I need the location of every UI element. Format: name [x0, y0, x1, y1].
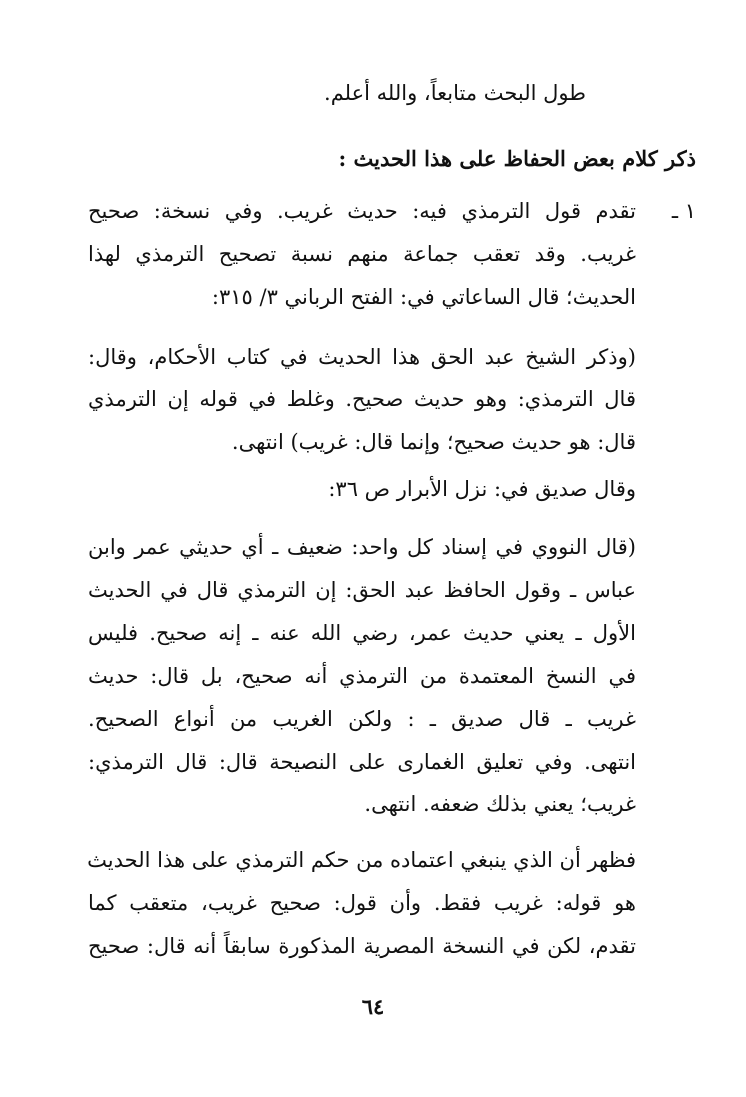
quote2-line: انتهى. وفي تعليق الغمارى على النصيحة قال: قال الترمذي: [88, 750, 636, 774]
quote2-line: الأول ـ يعني حديث عمر، رضي الله عنه ـ إنه صحيح. فليس [88, 621, 636, 645]
para3-line: فظهر أن الذي ينبغي اعتماده من حكم الترمذي على هذا الحديث [87, 848, 636, 872]
quote2-line: غريب ـ قال صديق ـ : ولكن الغريب من أنواع الصحيح. [88, 707, 636, 731]
quote2-line: غريب؛ يعني بذلك ضعفه. انتهى. [364, 792, 636, 816]
quote2-line: (قال النووي في إسناد كل واحد: ضعيف ـ أي حديثي عمر وابن [88, 535, 636, 559]
para3-line: تقدم، لكن في النسخة المصرية المذكورة سابقاً أنه قال: صحيح [88, 934, 636, 958]
quote1-line: (وذكر الشيخ عبد الحق هذا الحديث في كتاب الأحكام، وقال: [88, 345, 636, 369]
para2-line: وقال صديق في: نزل الأبرار ص ٣٦: [328, 477, 636, 501]
quote1-line: قال: هو حديث صحيح؛ وإنما قال: غريب) انتهى. [231, 430, 636, 454]
para1-line: تقدم قول الترمذي فيه: حديث غريب. وفي نسخة: صحيح [88, 199, 636, 223]
para3-line: هو قوله: غريب فقط. وأن قول: صحيح غريب، متعقب كما [88, 891, 636, 915]
page-number: ٦٤ [361, 994, 385, 1019]
para1-line: غريب. وقد تعقب جماعة منهم نسبة تصحيح الترمذي لهذا [88, 242, 636, 266]
section-heading: ذكر كلام بعض الحفاظ على هذا الحديث : [338, 146, 696, 171]
quote1-line: قال الترمذي: وهو حديث صحيح. وغلط في قوله إن الترمذي [88, 387, 636, 411]
intro-line: طول البحث متابعاً، والله أعلم. [324, 81, 586, 105]
para1-line: الحديث؛ قال الساعاتي في: الفتح الرباني ٣/ ٣١٥: [211, 285, 636, 309]
quote2-line: عباس ـ وقول الحافظ عبد الحق: إن الترمذي قال في الحديث [88, 578, 636, 602]
item-number: ١ ـ [671, 199, 696, 223]
quote2-line: في النسخ المعتمدة من الترمذي أنه صحيح، بل قال: حديث [88, 664, 636, 688]
